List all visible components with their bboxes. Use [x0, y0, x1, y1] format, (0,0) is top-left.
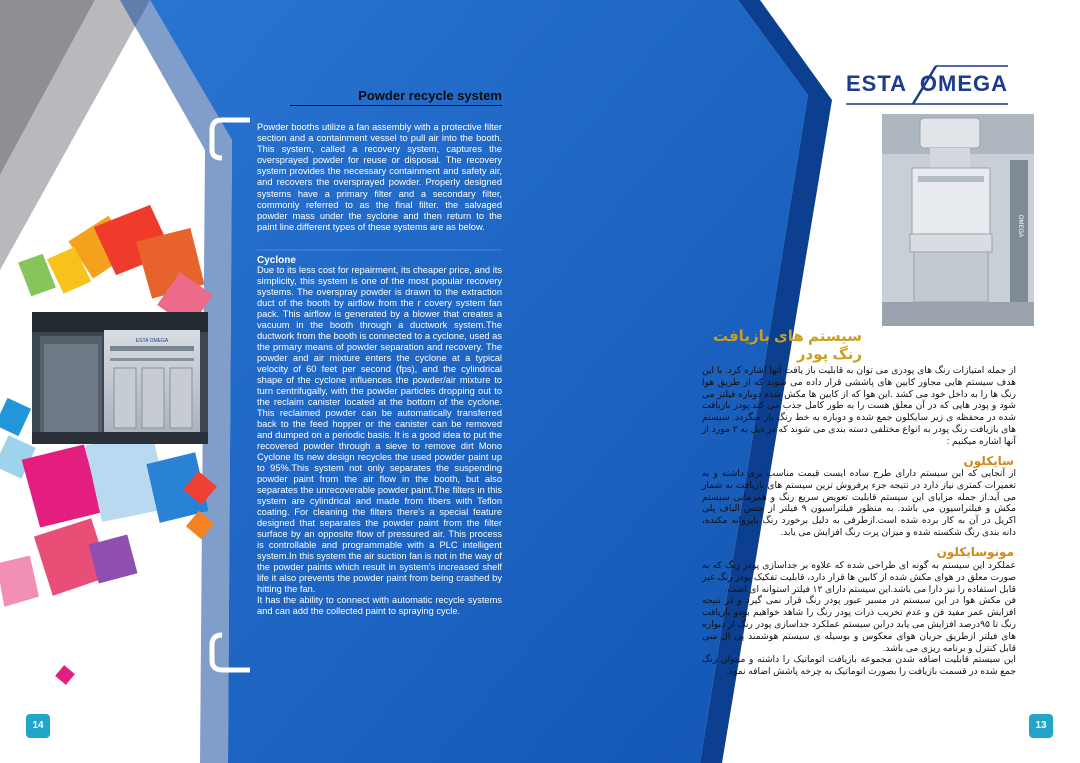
- recycle-unit-photo: [882, 114, 1034, 326]
- page-number-right: 13: [1029, 714, 1053, 738]
- cyclone-text: Due to its less cost for repairment, its cheaper price, and its simplicity, this system is one of the most popular recovery systems. The overspray powder is drawn to the extraction duct of the booth by airflow from the r covery system fan pack. This airflow is generated by a blower that creates a vacuum in the booth through a ductwork system.The ductwork from the booth is connected to a cyclone, used as the prmary means of powder separation and recovery. The powder and air mixture enters the cyclone at a typical velocity of 60 feet per second (fps), and the cylindrical shape of the cyclone influences the powder/air mixture to turn centrifugally, with the powder particles dropping out to the reclaim canister located at the bottom of the cyclone. This reclaimed powder can be automatically transferred back to the feed hopper or the canister can be removed and dumped on a periodic basis. It is a good idea to put the recovered powder through a sieve to remove dirt Mono Cyclone Its new design recycles the used powder paint up to 95%.This system not only separates the suspending powder paint from the air flow in the booth, but also separates the unrecoverable powder paint.The filters in this system are cylindrical and made from fibers with Teflon coating. For cleaning the filters there's a special feature designed that separates the powder paint from the filter surface by an opposite flow of pressured air. This process is controllable and programmable with a PLC intelligent system.In this system the air suction fan is not in the way of the powder paints which result in system's increased shelf life it also prevents the powder paint from being crashed by hitting the fan.: [257, 265, 502, 594]
- persian-intro: [702, 365, 1016, 448]
- cyclone-heading: Cyclone: [257, 255, 296, 266]
- logo-text-right: OMEGA: [919, 71, 1008, 96]
- booth-photo-label: ESTA OMEGA: [135, 338, 169, 344]
- persian-cyclone-section: [702, 468, 1016, 539]
- persian-mono-text-3: این سیستم قابلیت اضافه شدن مجموعه بازیافت اتوماتیک را داشته و میتوان رنگ جمع شده در قسمت بازیافت را بصورت اتوماتیک به چرخه پاشش اضافه نمود.: [702, 654, 1016, 677]
- persian-mono-heading: مونوسایکلون: [936, 545, 1014, 559]
- logo-text-left: ESTA: [846, 71, 908, 96]
- persian-cyclone-text: از آنجایی که این سیستم دارای طرح ساده ایست قیمت مناسب تری داشته و به تعمیرات کمتری نیاز دارد در نتیجه جزء پرفروش ترین سیستم های بازیافت به شمار می آید.از جمله مزایای این سیستم قابلیت تعویض سریع رنگ و همزمانی سیستم مکش و فیلتراسیون می باشد. به منظور فیلتراسیون ۹ فیلتر از جنس الیاف پلی اکریل در آن به کار برده شده است.ازطرفی به دلیل برخورد رنگ باپروانه مکنده، دانه بندی رنگ شکسته شده و میزان پرت رنگ افزایش می یابد.: [702, 468, 1016, 537]
- booth-photo: [32, 312, 208, 444]
- persian-mono-section: [702, 560, 1016, 678]
- persian-cyclone-heading: سایکلون: [963, 454, 1014, 468]
- left-page-title: Powder recycle system: [290, 88, 502, 106]
- persian-intro-text: از جمله امتیازات رنگ های پودری می توان به قابلیت باز یافت آنها اشاره کرد. با این هدف سیستم هایی مجاور کابین های پاششی قرار داده می شوند که از طریق هوا رنگ ها را به داخل خود می کشد .این هوا که از کابین ها مکش شده دوباره فیلتر می شود و پودر هایی که در آن معلق هست را به طور کامل جذب می کند.پودر بازیافت شده در محفظه ی زیر سایکلون جمع شده و دوباره به خط رنگ باز میگردد. سیستم های بازیافت رنگ پودر به انواع مختلفی دسته بندی می شوند که در ذیل به ۲ مورد از آنها اشاره میکنیم :: [702, 365, 1017, 446]
- persian-page-title: سیستم های بازیافت رنگ پودر: [712, 328, 862, 363]
- left-page-intro: Powder booths utilize a fan assembly with a protective filter section and a containment vessel to pull air into the booth. This system, called a recovery system, captures the oversprayed powder for reuse or disposal. The recovery system provides the necessary containment and safety air, and recovers the oversprayed powder. Properly designed systems have a primary filter and a secondary filter, commonly referred to as the final filter. the salvaged powder mass under the syclone and then return to the paint line.different types of these systems are as below.: [257, 122, 502, 232]
- persian-mono-text-1: عملکرد این سیستم به گونه ای طراحی شده که علاوه بر جداسازی پودر رنگ که به صورت معلق در هوای مکش شده از کابین ها قرار دارد، قابلیت تفکیک پودر رنگ غیر قابل استفاده را نیز دارا می باشد.این سیستم دارای ۱۲ فیلتر استوانه ای است.: [702, 560, 1016, 594]
- recycle-unit-label: OMEGA: [1017, 214, 1023, 238]
- final-text: It has the ability to connect with automatic recycle systems and can add the collected paint to spraying cycle.: [257, 595, 502, 616]
- esta-omega-logo: [846, 66, 1008, 102]
- cyclone-section: [257, 265, 502, 617]
- page-number-left: 14: [26, 714, 50, 738]
- persian-mono-text-2: فن مکش هوا در این سیستم در مسیر عبور پودر رنگ قرار نمی گیرد و در نتیجه افزایش عمر مفید فن و عدم تخریب ذرات پودر رنگ را شاهد خواهیم بودو بازیافت رنگ تا ۹۵درصد افزایش می یابد دراین سیستم عملکرد جداسازی پودر رنگ از دیواره های فیلتر ازطریق جریان هوای معکوس و بوسیله ی سیستم هوشمند پی ال سی قابل کنترل و برنامه ریزی می باشد.: [702, 595, 1016, 653]
